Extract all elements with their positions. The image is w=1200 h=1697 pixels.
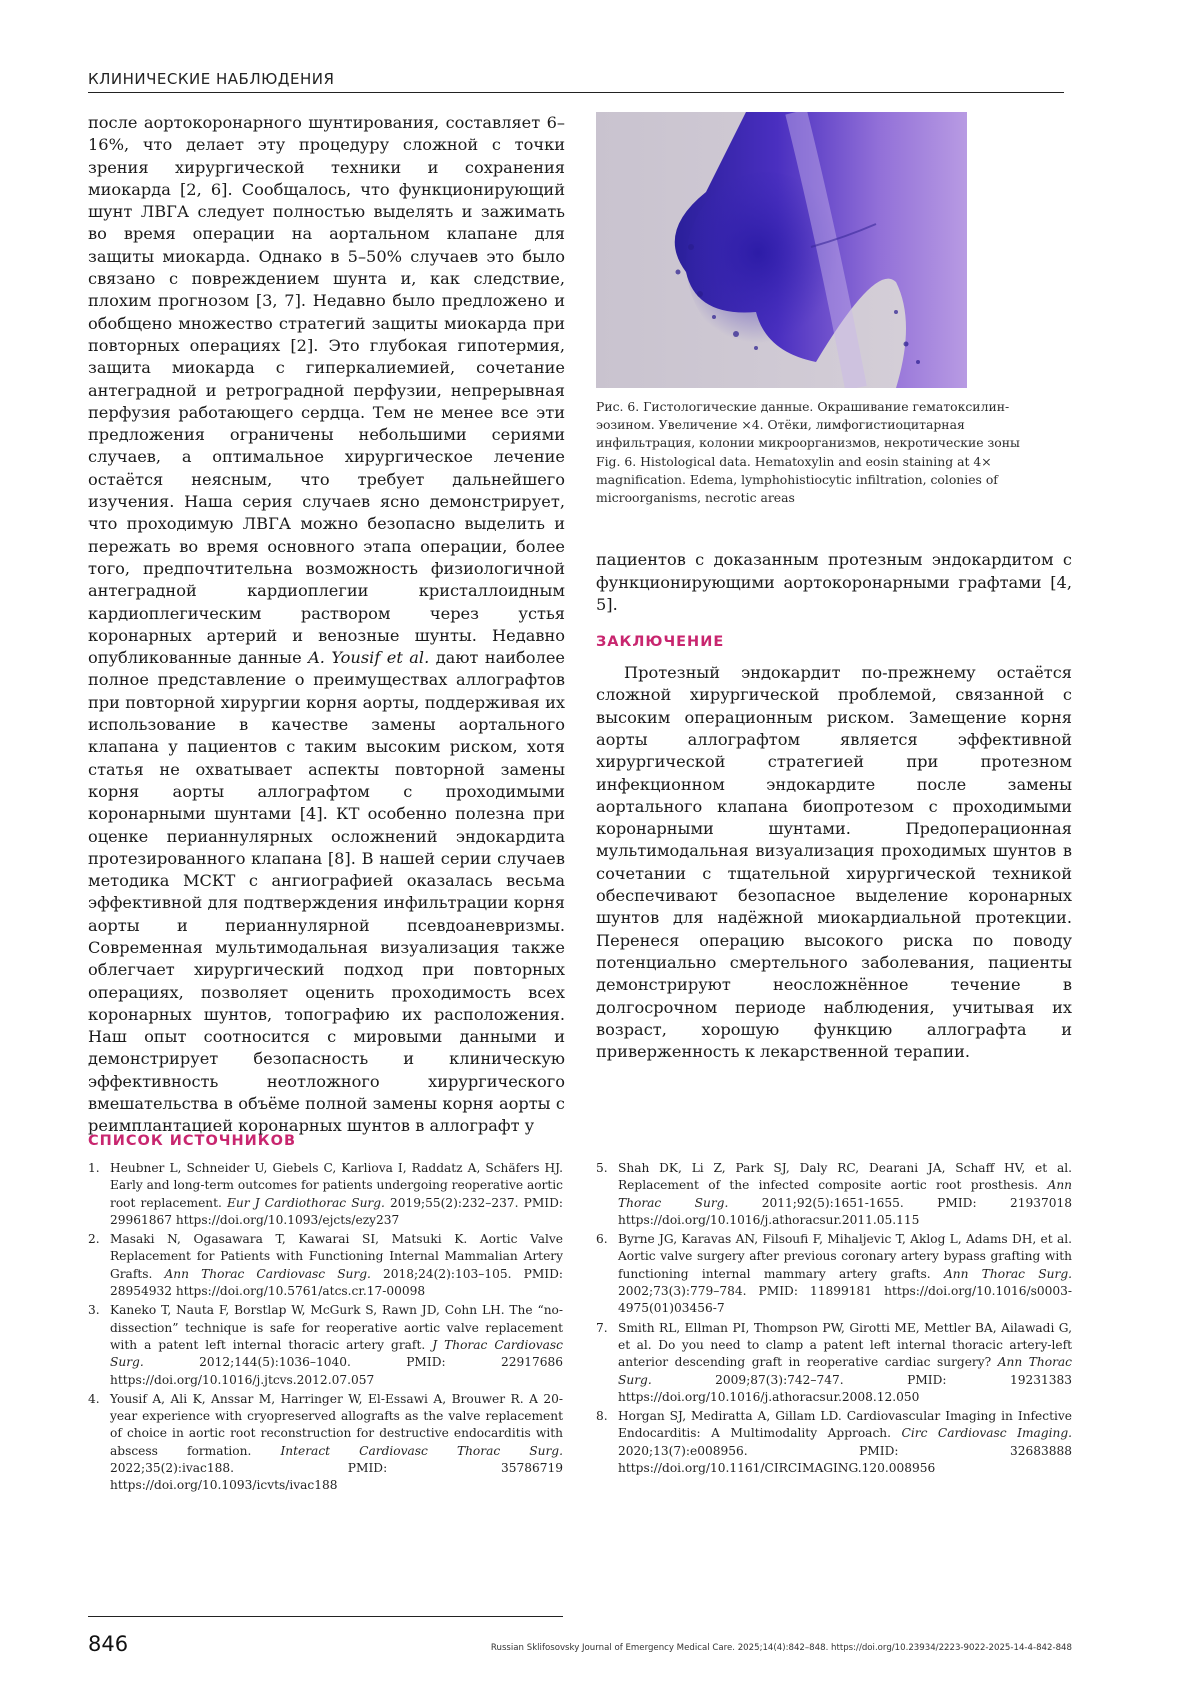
caption-en: Fig. 6. Histological data. Hematoxylin and eosin staining at 4× magnification. Edema, lymphohistiocytic infiltration, colonies of microorganisms, necrotic areas <box>596 453 998 506</box>
references-list-right <box>596 1160 1072 1479</box>
reference-text: Horgan SJ, Mediratta A, Gillam LD. Cardiovascular Imaging in Infective Endocarditis: A Multimodality Approach. Circ Cardiovasc Imaging. 2020;13(7):e008956. PMID: 32683888 https://doi.org/10.1161/CIRCIMAGING.120.008956 <box>618 1409 1073 1476</box>
reference-item <box>88 1231 563 1300</box>
references-list-left <box>88 1160 563 1497</box>
figure-caption <box>596 398 1026 507</box>
reference-item <box>88 1391 563 1495</box>
reference-item <box>88 1302 563 1388</box>
reference-number: 8. <box>596 1409 608 1424</box>
right-column <box>596 112 1072 1063</box>
caption-ru: Рис. 6. Гистологические данные. Окрашивание гематоксилин-эозином. Увеличение ×4. Отёки, лимфогистиоцитарная инфильтрация, колонии микроорганизмов, некротические зоны <box>596 399 1020 451</box>
conclusion-paragraph: Протезный эндокардит по-прежнему остаётся сложной хирургической проблемой, связанной с высоким операционным риском. Замещение корня аорты аллографтом является эффективной хирургической стратегией при протезном инфекционном эндокардите после замены аортального клапана биопротезом с проходимыми коронарными шунтами. Предоперационная мультимодальная визуализация проходимых шунтов в сочетании с тщательной хирургической техникой обеспечивают безопасное выделение коронарных шунтов для надёжной миокардиальной протекции. Перенеся операцию высокого риска по поводу потенциально смертельного заболевания, пациенты демонстрируют неосложнённое течение в долгосрочном периоде наблюдения, учитывая их возраст, хорошую функцию аллографта и приверженность к лекарственной терапии. <box>596 663 1072 1062</box>
left-column <box>88 112 565 1138</box>
footer-citation: Russian Sklifosovsky Journal of Emergency Medical Care. 2025;14(4):842–848. https://doi.org/10.23934/2223-9022-2025-14-4-842-848 <box>490 1643 1072 1653</box>
reference-item <box>88 1160 563 1229</box>
discussion-text-after: дают наиболее полное представление о преимуществах аллографтов при повторной хирургии корня аорты, поддерживая их использование в качестве замены аортального клапана у пациентов с таким высоким риском, хотя статья не охватывает аспекты повторной замены корня аорты аллографтом с проходимыми коронарными шунтами [4]. КТ особенно полезна при оценке перианнулярных осложнений эндокардита протезированного клапана [8]. В нашей серии случаев методика МСКТ с ангиографией оказалась весьма эффективной для подтверждения инфильтрации корня аорты и перианнулярной псевдоаневризмы. Современная мультимодальная визуализация также облегчает хирургический подход при повторных операциях, позволяет оценить проходимость всех коронарных шунтов, топографию их расположения. Наш опыт соотносится с мировыми данными и демонстрирует безопасность и клиническую эффективность неотложного хирургического вмешательства в объёме полной замены корня аорты с реимплантацией коронарных шунтов в аллографт у <box>88 648 565 1136</box>
discussion-paragraph <box>88 112 565 1138</box>
reference-text: Yousif A, Ali K, Anssar M, Harringer W, El-Essawi A, Brouwer R. A 20-year experience with cryopreserved allografts as the valve replacement of choice in aortic root reconstruction for destructive endocarditis with abscess formation. Interact Cardiovasc Thorac Surg. 2022;35(2):ivac188. PMID: 35786719 https://doi.org/10.1093/icvts/ivac188 <box>110 1391 563 1493</box>
page-number: 846 <box>88 1632 129 1656</box>
cited-authors: A. Yousif et al. <box>308 648 430 668</box>
reference-number: 3. <box>88 1303 100 1318</box>
reference-item <box>596 1320 1072 1406</box>
reference-number: 2. <box>88 1232 100 1247</box>
reference-text: Byrne JG, Karavas AN, Filsoufi F, Mihaljevic T, Aklog L, Adams DH, et al. Aortic valve surgery after previous coronary artery bypass grafting with functioning internal mammary artery grafts. Ann Thorac Surg. 2002;73(3):779–784. PMID: 11899181 https://doi.org/10.1016/s0003-4975(01)03456-7 <box>618 1232 1072 1316</box>
conclusion-heading: ЗАКЛЮЧЕНИЕ <box>596 634 725 651</box>
reference-item <box>596 1160 1072 1229</box>
reference-text: Heubner L, Schneider U, Giebels C, Karliova I, Raddatz A, Schäfers HJ. Early and long-term outcomes for patients undergoing reoperative aortic root replacement. Eur J Cardiothorac Surg. 2019;55(2):232–237. PMID: 29961867 https://doi.org/10.1093/ejcts/ezy237 <box>110 1161 563 1227</box>
reference-number: 7. <box>596 1320 608 1335</box>
running-title: КЛИНИЧЕСКИЕ НАБЛЮДЕНИЯ <box>88 70 1064 93</box>
histology-micrograph <box>596 112 967 388</box>
continuation-paragraph: пациентов с доказанным протезным эндокардитом с функционирующими аортокоронарными графтами [4, 5]. <box>596 550 1072 614</box>
reference-text: Masaki N, Ogasawara T, Kawarai SI, Matsuki K. Aortic Valve Replacement for Patients with Functioning Internal Mammalian Artery Grafts. Ann Thorac Cardiovasc Surg. 2018;24(2):103–105. PMID: 28954932 https://doi.org/10.5761/atcs.cr.17-00098 <box>110 1232 563 1299</box>
reference-text: Shah DK, Li Z, Park SJ, Daly RC, Dearani JA, Schaff HV, et al. Replacement of the infected composite aortic root prosthesis. Ann Thorac Surg. 2011;92(5):1651-1655. PMID: 21937018 https://doi.org/10.1016/j.athoracsur.2011.05.115 <box>618 1161 1073 1227</box>
reference-item <box>596 1231 1072 1317</box>
histology-image <box>596 112 967 388</box>
reference-number: 6. <box>596 1232 608 1247</box>
discussion-text-before: после аортокоронарного шунтирования, составляет 6–16%, что делает эту процедуру сложной с точки зрения хирургической техники и сохранения миокарда [2, 6]. Сообщалось, что функционирующий шунт ЛВГА следует полностью выделять и зажимать во время операции на аортальном клапане для защиты миокарда. Однако в 5–50% случаев это было связано с повреждением шунта и, как следствие, плохим прогнозом [3, 7]. Недавно было предложено и обобщено множество стратегий защиты миокарда при повторных операциях [2]. Это глубокая гипотермия, защита миокарда с гиперкалиемией, сочетание антеградной и ретроградной перфузии, непрерывная перфузия работающего сердца. Тем не менее все эти предложения ограничены небольшими сериями случаев, а оптимальное хирургическое лечение остаётся неясным, что требует дальнейшего изучения. Наша серия случаев ясно демонстрирует, что проходимую ЛВГА можно безопасно выделить и пережать во время основного этапа операции, более того, предпочтительна возможность физиологичной антеградной кардиоплегии кристаллоидным кардиоплегическим раствором через устья коронарных артерий и венозные шунты. Недавно опубликованные данные <box>88 113 565 668</box>
reference-text: Smith RL, Ellman PI, Thompson PW, Girotti ME, Mettler BA, Ailawadi G, et al. Do you need to clamp a patent left internal thoracic artery-left anterior descending graft in reoperative cardiac surgery? Ann Thorac Surg. 2009;87(3):742–747. PMID: 19231383 https://doi.org/10.1016/j.athoracsur.2008.12.050 <box>618 1320 1073 1404</box>
references-heading: СПИСОК ИСТОЧНИКОВ <box>88 1133 296 1149</box>
reference-number: 4. <box>88 1391 100 1406</box>
reference-number: 5. <box>596 1161 608 1175</box>
footer-divider <box>88 1616 563 1617</box>
reference-item <box>596 1408 1072 1477</box>
figure-6 <box>596 112 1072 507</box>
reference-text: Kaneko T, Nauta F, Borstlap W, McGurk S, Rawn JD, Cohn LH. The “no-dissection” technique is safe for reoperative aortic valve replacement with a patent left internal thoracic artery graft. J Thorac Cardiovasc Surg. 2012;144(5):1036–1040. PMID: 22917686 https://doi.org/10.1016/j.jtcvs.2012.07.057 <box>110 1303 563 1387</box>
reference-number: 1. <box>88 1161 100 1175</box>
